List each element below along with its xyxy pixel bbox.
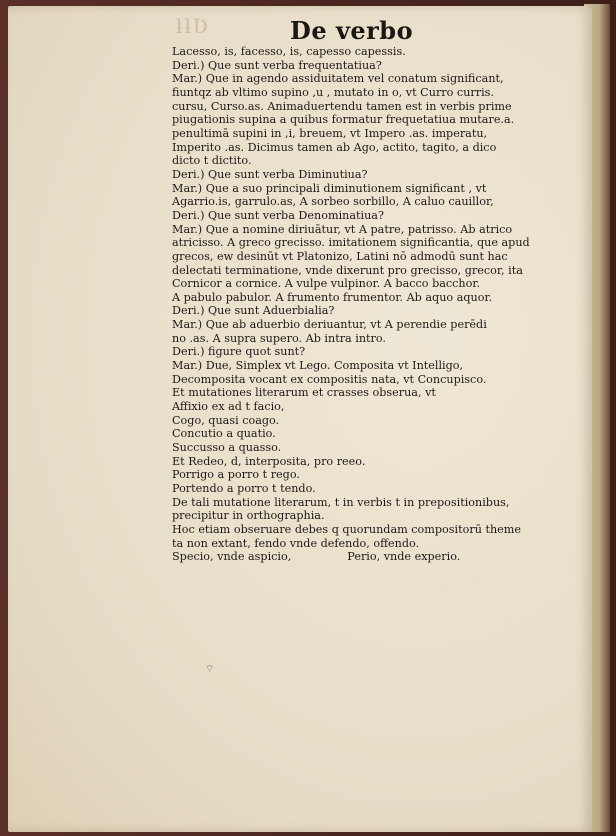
text-line: Mar.) Due, Simplex vt Lego. Composita vt Intelligo, [172,359,464,373]
text-line: Lacesso, is, facesso, is, capesso capessis. [172,45,406,58]
text-line: Deri.) Que sunt Aduerbialia? [172,304,335,318]
bleed-through-folio: ƚƚƲ [176,14,210,38]
text-line: Et mutationes literarum et crasses obserua, vt [172,386,436,400]
text-line: grecos, ew desinūt vt Platonizo, Latini nō admodū sunt hac [172,249,508,263]
ink-mark-icon: ⌔ [205,664,215,675]
text-line: dicto t dictito. [172,154,252,168]
text-line-final-right: Perio, vnde experio. [347,550,461,564]
text-line: cursu, Curso.as. Animaduertendu tamen est in verbis prime [172,99,512,113]
text-line: Hoc etiam obseruare debes q quorundam compositorū theme [172,522,522,536]
text-line: De tali mutatione literarum, t in verbis t in prepositionibus, [172,495,510,509]
text-line: Deri.) Que sunt verba frequentatiua? [172,58,382,72]
text-line: Mar.) Que in agendo assiduitatem vel conatum significant, [172,72,504,86]
text-line: Affixio ex ad t facio, [172,400,285,414]
page-title: De verbo [290,16,414,45]
text-line: Imperito .as. Dicimus tamen ab Ago, actito, tagito, a dico [172,140,497,154]
text-line: Agarrio.is, garrulo.as, A sorbeo sorbillo, A caluo cauillor, [172,195,494,209]
text-line: Deri.) Que sunt verba Denominatiua? [172,208,384,222]
text-line: Porrigo a porro t rego. [172,468,300,482]
text-line: precipitur in orthographia. [172,509,325,523]
text-line: ta non extant, fendo vnde defendo, offendo. [172,536,420,550]
text-line: penultimā supini in ,i, breuem, vt Impero .as. imperatu, [172,126,488,140]
text-line: no .as. A supra supero. Ab intra intro. [172,331,386,345]
text-line: delectati terminatione, vnde dixerunt pro grecisso, grecor, ita [172,263,523,277]
text-line: Succusso a quasso. [172,441,282,455]
text-line: piugationis supina a quibus formatur frequetatiua mutare.a. [172,113,515,127]
text-line: Deri.) Que sunt verba Diminutiua? [172,167,368,181]
text-line: Mar.) Que a suo principali diminutionem significant , vt [172,181,487,195]
text-line: Deri.) figure quot sunt? [172,345,306,359]
text-line: Decomposita vocant ex compositis nata, vt Concupisco. [172,372,487,386]
text-line: Mar.) Que a nomine diriuātur, vt A patre, patrisso. Ab atrico [172,222,513,236]
text-line-final-left: Specio, vnde aspicio, [172,550,292,564]
page-body [172,45,568,564]
text-line: fiuntqz ab vltimo supino ,u , mutato in o, vt Curro curris. [172,85,494,99]
text-line: Cogo, quasi coago. [172,413,280,427]
text-line-final [172,550,568,564]
text-line: A pabulo pabulor. A frumento frumentor. Ab aquo aquor. [172,290,493,304]
text-line: Portendo a porro t tendo. [172,482,316,495]
text-line: Concutio a quatio. [172,427,276,441]
text-line: Cornicor a cornice. A vulpe vulpinor. A bacco bacchor. [172,277,481,291]
text-line: Mar.) Que ab aduerbio deriuantur, vt A perendie perēdi [172,318,487,332]
text-line: Et Redeo, d, interposita, pro reeo. [172,454,366,468]
text-line: atricisso. A greco grecisso. imitationem significantia, que apud [172,236,530,250]
